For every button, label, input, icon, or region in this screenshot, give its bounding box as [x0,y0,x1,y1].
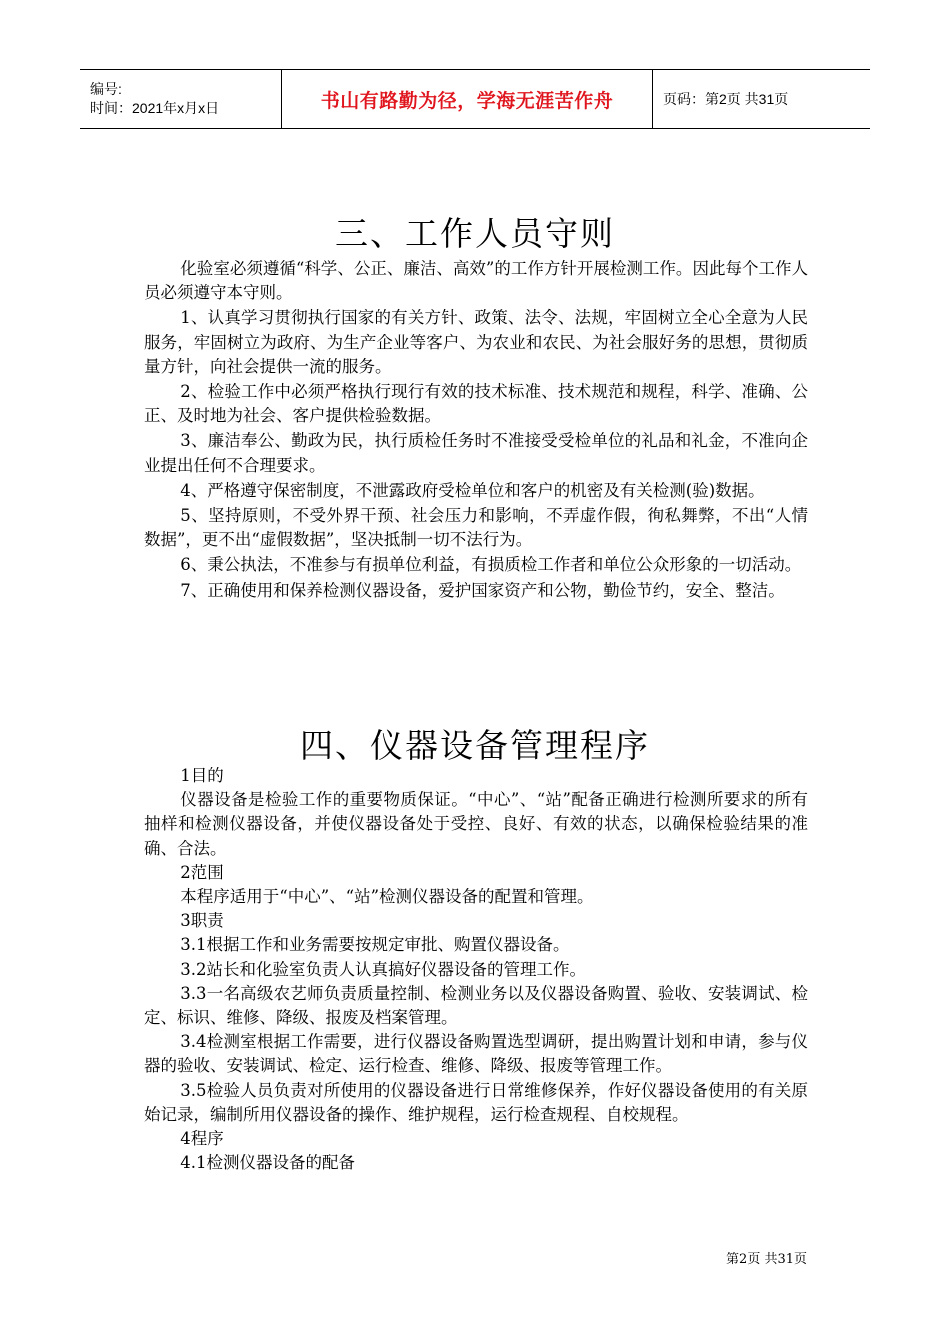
document-number: 编号: [90,81,122,97]
paragraph: 3、廉洁奉公、勤政为民，执行质检任务时不准接受受检单位的礼品和礼金，不准向企业提出任何不合理要求。 [144,431,808,475]
paragraph: 4.1检测仪器设备的配备 [180,1153,356,1173]
header-table [80,69,870,129]
section-3-body [144,257,808,604]
paragraph: 3.5检验人员负责对所使用的仪器设备进行日常维修保养，作好仪器设备使用的有关原始记录，编制所用仪器设备的操作、维护规程，运行检查规程、自校规程。 [144,1080,808,1124]
paragraph: 4程序 [180,1129,224,1149]
section-4-body [144,764,808,1175]
header-meta-cell [80,70,281,128]
paragraph: 3.1根据工作和业务需要按规定审批、购置仪器设备。 [180,935,570,955]
paragraph: 2、检验工作中必须严格执行现行有效的技术标准、技术规范和规程，科学、准确、公正、及时地为社会、客户提供检验数据。 [144,382,808,426]
paragraph: 2范围 [180,862,224,882]
paragraph: 化验室必须遵循“科学、公正、廉洁、高效”的工作方针开展检测工作。因此每个工作人员必须遵守本守则。 [144,259,808,303]
paragraph: 本程序适用于“中心”、“站”检测仪器设备的配置和管理。 [180,887,594,907]
header-page-number: 页码：第2页 共31页 [663,91,789,107]
paragraph: 5、坚持原则，不受外界干预、社会压力和影响，不弄虚作假，徇私舞弊，不出“人情数据”，更不出“虚假数据”，坚决抵制一切不法行为。 [144,506,808,550]
paragraph: 1、认真学习贯彻执行国家的有关方针、政策、法令、法规，牢固树立全心全意为人民服务，牢固树立为政府、为生产企业等客户、为农业和农民、为社会服好务的思想，贯彻质量方针，向社会提供一流的服务。 [144,308,808,376]
section-title-4: 四、仪器设备管理程序 [300,726,650,765]
section-title-3: 三、工作人员守则 [335,214,615,253]
header-motto-cell [281,70,653,128]
paragraph: 7、正确使用和保养检测仪器设备，爱护国家资产和公物，勤俭节约，安全、整洁。 [180,580,785,600]
motto: 书山有路勤为径，学海无涯苦作舟 [320,89,614,112]
footer-page-number: 第2页 共31页 [726,1252,807,1267]
paragraph: 4、严格遵守保密制度，不泄露政府受检单位和客户的机密及有关检测(验)数据。 [180,480,765,500]
paragraph: 仪器设备是检验工作的重要物质保证。“中心”、“站”配备正确进行检测所要求的所有抽样和检测仪器设备，并使仪器设备处于受控、良好、有效的状态，以确保检验结果的准确、合法。 [144,790,808,858]
paragraph: 1目的 [180,766,224,785]
paragraph: 3.3一名高级农艺师负责质量控制、检测业务以及仪器设备购置、验收、安装调试、检定、标识、维修、降级、报废及档案管理。 [144,983,808,1028]
paragraph: 6、秉公执法，不准参与有损单位利益，有损质检工作者和单位公众形象的一切活动。 [180,555,802,575]
paragraph: 3.2站长和化验室负责人认真搞好仪器设备的管理工作。 [180,959,587,979]
paragraph: 3职责 [180,911,224,931]
header-page-cell [653,70,870,128]
paragraph: 3.4检测室根据工作需要，进行仪器设备购置选型调研，提出购置计划和申请，参与仪器的验收、安装调试、检定、运行检查、维修、降级、报废等管理工作。 [144,1032,808,1076]
document-date: 时间：2021年x月x日 [90,100,220,116]
